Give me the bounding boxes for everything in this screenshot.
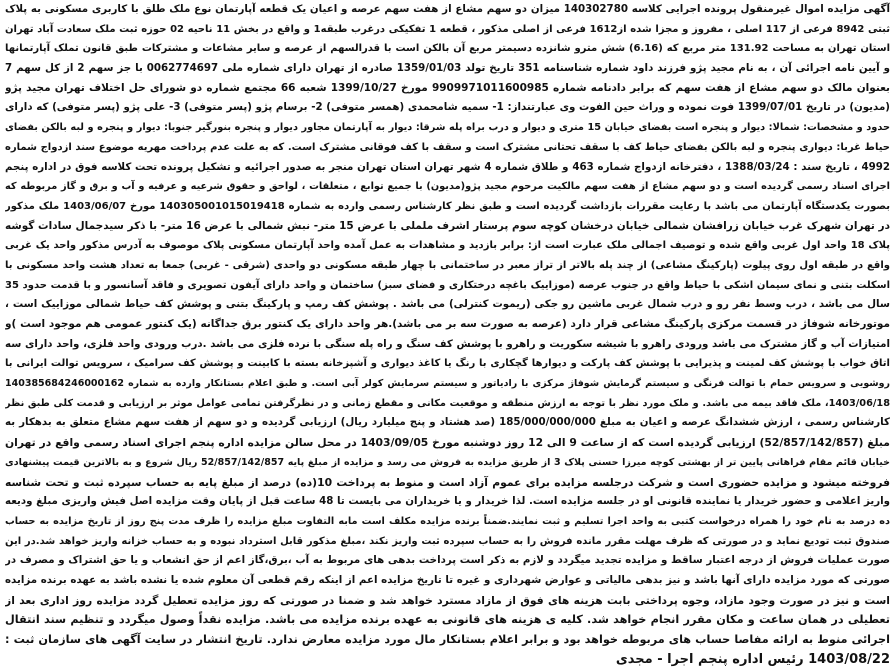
notice-line-17: موتورخانه شوفاژ در قسمت مرکزی پارکینگ مشاعی قرار دارد (عرصه به صورت سه بر می باشد).هر واحد دارای یک کنتور برق جداگانه (یک کنتور عمومی هم موجود است )و (5, 318, 890, 330)
notice-line-20: روشویی و سرویس حمام با توالت فرنگی و سیستم گرمایش شوفاژ مرکزی با رادیاتور و سیستم سرمایش کولر آبی است. و طبق اعلام بستانکار وارده به شماره 140385684246000162 (5, 378, 890, 390)
notice-line-22: کارشناس رسمی ، ارزش ششدانگ عرصه و اعیان به مبلغ 185/000/000/000 (صد هشتاد و پنج میلیارد ریال) ارزیابی گردیده و دو سهم از هفت سهم مشاع متعلق به بدهکار به (5, 416, 890, 429)
notice-line-15: اسکلت بتنی و نمای سیمان اشکی با حیاط واقع در جنوب عرصه (موزاییک باغچه درختکاری و فضای سبز) ساختمان و واحد دارای آیفون تصویری و فاقد آسانسور و با قدمت حدود 35 (5, 279, 890, 291)
notice-line-18: امتیازات آب و گاز مشترک می باشد ورودی راهرو با شیشه سکوریت و راهرو با پوشش کف سنگ و راه پله سنگی با نرده فلزی می باشد .درب ورودی واحد فلزی، واحد دارای سه (5, 337, 890, 350)
notice-line-25: فروخته میشود و مزایده حضوری است و شرکت درجلسه مزایده برای عموم آزاد است و منوط به پرداخت 10(ده) درصد از مبلغ پایه به حساب سپرده ثبت و تحت شناسه (5, 475, 890, 489)
notice-line-12: در تهران شهرک غرب خیابان زرافشان شمالی خیابان درخشان کوچه سوم پرستار اشرف ململی با عرض 15 متر- نبش شمالی با عرض 16 متر- با ذکر سیدجمال سادات گوشه (5, 219, 890, 232)
notice-line-31: است و نیز در صورت وجود مازاد، وجوه پرداختی بابت هزینه های فوق از مازاد مسترد خواهد شد و ضمنا در صورتی که روز مزایده تعطیل گردد مزایده روز اداری بعد از (5, 593, 890, 607)
notice-line-19: اتاق خواب با پوشش کف لمینت و پذیرایی با پوشش کف پارکت و دیوارها گچکاری با رنگ یا کاغذ دیواری و آشپزخانه بسته با کابینت و پوشش کف سرامیک ، سرویس توالت ایرانی با (5, 358, 890, 370)
notice-line-08: حیاط غربا: دیواری پنجره و لبه بالکن بفضای حیاط کف با سقف تحتانی مشترک است و سقف با کف فوقانی مشترک است. که به علت عدم پرداخت مهریه موضوع سند ازدواج شماره (5, 141, 890, 153)
notice-line-02: ثبتی 8942 فرعی از 117 اصلی ، مفروز و مجزا شده از1612 فرعی از اصلی مذکور ، قطعه 1 تفکیکی درغرب طبقه1 و واقع در بخش 11 ناحیه 02 حوزه ثبت ملک سعادت آباد تهران (5, 23, 890, 35)
notice-line-26: واریز اعلامی و حضور خریدار یا نماینده قانونی او در جلسه مزایده است. لذا خریدار و یا خریداران می بایست تا 48 ساعت قبل از پایان وقت مزایده اصل فیش واریزی مبلغ ودیعه (5, 495, 890, 508)
notice-line-07: حدود و مشخصات: شمالا: دیوار و پنجره است بفضای خیابان 15 متری و دیوار و درب براه پله شرقا: دیوار به آپارتمان مجاور دیوار و پنجره بنورگیر جنوبا: دیوار و پنجره و لبه بالکن بفضای (5, 122, 890, 134)
notice-line-05: بعنوان مالک دو سهم مشاع از هفت سهم که برابر دادنامه شماره 9909971011600985 مورخ 1399/10/27 شعبه 66 مجتمع شماره دو شورای حل اختلاف تهران مجید پژو (5, 81, 890, 94)
notice-line-16: سال می باشد ، درب وسط نفر رو و درب شمال غربی ماشین رو جکی (ریموت کنترلی) می باشد . پوشش کف رمپ و پارکینگ بتنی و پوشش کف حیاط شمالی موزاییک است ، (5, 298, 890, 311)
notice-line-32: تعطیلی در همان ساعت و مکان مقرر انجام خواهد شد. کلیه ی هزینه های قانونی به عهده برنده مزایده می باشد. مزایده نقداً وصول میگردد و تنظیم سند انتقال (5, 613, 890, 627)
notice-line-28: صندوق ثبت تودیع نماید و در صورتی که ظرف مهلت مقرر مانده فروش را به حساب سپرده ثبت واریز نکند ،مبلغ مذکور قابل استرداد نبوده و به حساب خزانه واریز خواهد شد.در این (5, 535, 890, 547)
notice-line-27: ده درصد به نام خود را همراه درخواست کتبی به واحد اجرا تسلیم و ثبت نمایند.ضمناً برنده مزایده مکلف است مابه التفاوت مبلغ مزایده را ظرف مدت پنج روز از تاریخ مزایده به حساب (5, 515, 890, 527)
notice-line-03: استان تهران به مساحت 131.92 متر مربع که (6.16) شش مترو شانزده دسیمتر مربع آن بالکن است با قدرالسهم از عرصه و سایر مشاعات و مشترکات طبق قانون تملک آپارتمانها (5, 43, 890, 55)
notice-line-33: اجرائی منوط به ارائه مفاصا حساب های مربوطه خواهد بود و برابر اعلام بستانکار مال مورد مزایده معارض ندارد. تاریخ انتشار در سایت آگهی های سازمان ثبت : (5, 633, 890, 646)
notice-line-10: اجرای اسناد رسمی گردیده است و دو سهم مشاع از هفت سهم مالکیت مرحوم مجید پژو(مدیون) با جمیع توابع ، متعلقات ، لواحق و حقوق شرعیه و عرفیه و آب و برق و گاز مربوطه که (5, 181, 890, 193)
notice-line-01: آگهی مزایده اموال غیرمنقول پرونده اجرایی کلاسه 140302780 میزان دو سهم مشاع از هفت سهم عرصه و اعیان یک قطعه آپارتمان نوع ملک طلق با کاربری مسکونی به پلاک (5, 3, 890, 15)
notice-line-13: پلاک 18 واحد اول غربی واقع شده و توصیف اجمالی ملک عبارت است از: برابر بازدید و مشاهدات به عمل آمده واحد آپارتمان مسکونی پلاک موصوف به آدرس مذکور واحد یک غربی (5, 240, 890, 252)
notice-line-09: 4992 ، تاریخ سند : 1388/03/24 ، دفترخانه ازدواج شماره 463 و طلاق شماره 4 شهر تهران استان تهران منجر به صدور اجرائیه و تشکیل پرونده تحت کلاسه فوق در اداره پنجم (5, 160, 890, 173)
notice-line-24: خیابان قائم مقام فراهانی پایین تر از بهشتی کوچه میرزا حسنی پلاک 3 از طریق مزایده به فروش می رسد و مزایده از مبلغ پایه 52/857/142/857 ریال شروع و به بالاترین قیمت پیشنهادی (5, 456, 890, 468)
notice-line-11: بصورت یکدستگاه آپارتمان می باشد با رعایت مقررات بازداشت گردیده است و طبق نظر کارشناس رسمی وارده به شماره 140305001015019418 مورخ 1403/06/07 ملک مذکور (5, 200, 890, 212)
notice-line-29: صورت عملیات فروش از درجه اعتبار ساقط و مزایده تجدید میگردد و لازم به ذکر است پرداخت بدهی های مربوط به آب ،برق،گاز اعم از حق انشعاب و یا حق اشتراک و مصرف در (5, 554, 890, 567)
notice-line-21: 1403/06/18، ملک فاقد بیمه می باشد. و ملک مورد نظر با توجه به ارزش منطقه و موقعیت مکانی و مقطع زمانی و در نظرگرفتن تمامی عوامل موثر بر ارزیابی و قدمت کلی طبق نظر (5, 397, 890, 409)
notice-line-06: (مدیون) در تاریخ 1399/07/01 فوت نموده و وراث حین الفوت وی عبارتنداز: 1- سمیه شامحمدی (همسر متوفی) 2- برسام پژو (پسر متوفی) 3- علی پژو (پسر متوفی) که دارای (5, 101, 890, 114)
notice-line-23: مبلغ (52/857/142/857) ارزیابی گردیده است که از ساعت 9 الی 12 روز دوشنبه مورخ 1403/09/05 در محل سالن مزایده اداره پنجم اجرای اسناد رسمی واقع در تهران (5, 436, 890, 450)
notice-line-04: و آیین نامه اجرائی آن ، به نام مجید پژو فرزند داود شماره شناسنامه 351 تاریخ تولد 1359/01/03 صادره از تهران دارای شماره ملی 0062774697 با جز سهم 2 از کل سهم 7 (5, 62, 890, 75)
notice-line-30: صورتی که مورد مزایده دارای آنها باشد و نیز بدهی مالیاتی و عوارض شهرداری و غیره تا تاریخ مزایده اعم از اینکه رقم قطعی آن معلوم شده یا نشده باشد به عهده برنده مزایده (5, 573, 890, 586)
notice-line-14: واقع در طبقه اول روی پیلوت (پارکینگ مشاعی) از چند پله بالاتر از تراز معبر در ساختمانی با چهار طبقه مسکونی دو واحدی (شرقی - غربی) جمعا به تعداد هشت واحد مسکونی با (5, 259, 890, 271)
notice-signature-line: 1403/08/22 رئیس اداره پنجم اجرا - مجدی (615, 651, 890, 667)
